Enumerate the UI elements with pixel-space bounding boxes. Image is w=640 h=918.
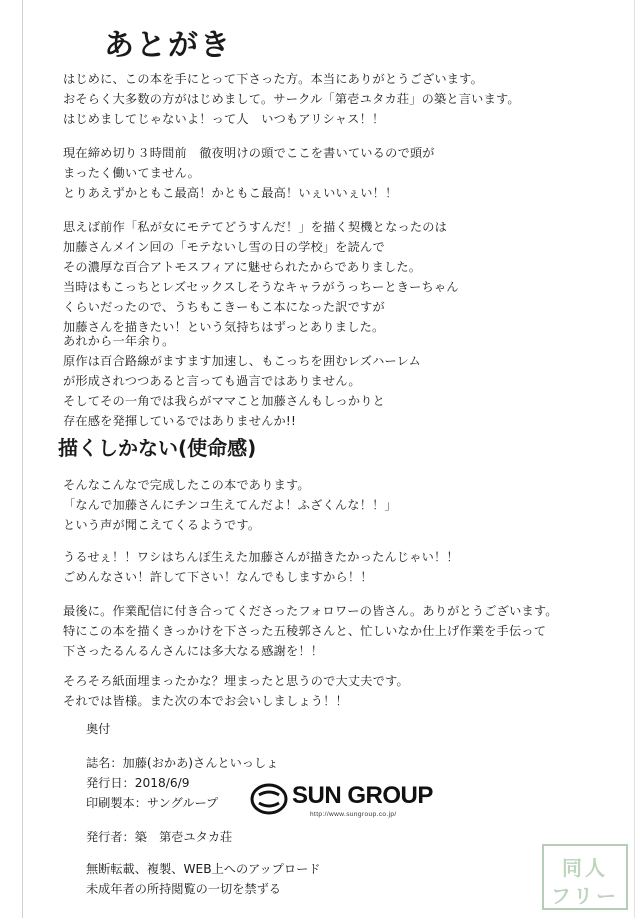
text-line: その濃厚な百合アトモスフィアに魅せられたからでありました。 [63,260,422,274]
logo-name: SUN GROUP [292,782,433,809]
colophon-book-title: 誌名：加藤(おかあ)さんといっしょ [86,756,279,770]
page-title: あとがき [104,28,232,63]
sun-group-logo [250,778,450,824]
text-line: 存在感を発揮しているではありませんか!! [63,414,297,428]
text-line: 特にこの本を描くきっかけを下さった五稜郭さんと、忙しいなか仕上げ作業を手伝って [63,624,547,638]
text-line: 原作は百合路線がますます加速し、もこっちを囲むレズハーレム [63,354,421,368]
text-line: うるせぇ！！ワシはちんぽ生えた加藤さんが描きたかったんじゃい！！ [63,550,459,564]
section-heading: 描くしかない(使命感) [58,436,257,460]
page-edge-left [22,0,23,918]
text-line: 当時はもこっちとレズセックスしそうなキャラがうっちーときーちゃん [63,280,459,294]
sun-logo-icon [250,782,288,816]
text-line: くらいだったので、うちもこきーもこ本になった訳ですが [63,300,385,314]
text-line: 現在締め切り３時間前 徹夜明けの頭でここを書いているので頭が [63,146,435,160]
text-line: それでは皆様。また次の本でお会いしましょう！！ [63,694,348,708]
text-line: という声が聞こえてくるようです。 [63,518,261,532]
doujin-free-stamp [542,844,628,910]
text-line: 最後に。作業配信に付き合ってくださったフォロワーの皆さん。ありがとうございます。 [63,604,558,618]
colophon-publisher: 発行者：築 第壱ユタカ荘 [86,830,233,844]
logo-url: http://www.sungroup.co.jp/ [310,811,397,818]
colophon-label: 奥付 [86,722,111,736]
colophon-notice-line: 未成年者の所持閲覧の一切を禁ずる [86,882,281,896]
text-line: が形成されつつあると言っても過言ではありません。 [63,374,361,388]
stamp-line-bottom: フリー [550,884,620,908]
text-line: はじめましてじゃないよ！って人 いつもアリシャス！！ [63,112,385,126]
colophon-issue-date: 発行日：2018/6/9 [86,776,190,790]
text-line: あれから一年余り。 [63,334,175,348]
colophon-notice-line: 無断転載、複製、WEB上へのアップロード [86,862,321,876]
text-line: 加藤さんを描きたい！という気持ちはずっとありました。 [63,320,385,334]
text-line: まったく働いてません。 [63,166,200,180]
text-line: ごめんなさい！許して下さい！なんでもしますから！！ [63,570,373,584]
stamp-line-top: 同人 [562,856,608,880]
page-edge-right [634,0,635,918]
text-line: そろそろ紙面埋まったかな？埋まったと思うので大丈夫です。 [63,674,409,688]
text-line: そしてその一角では我らがママこと加藤さんもしっかりと [63,394,386,408]
text-line: 加藤さんメイン回の「モテないし雪の日の学校」を読んで [63,240,385,254]
text-line: 思えば前作「私が女にモテてどうすんだ！」を描く契機となったのは [63,220,448,234]
colophon-printer: 印刷製本：サングループ [86,796,219,810]
text-line: 下さったるんるんさんには多大なる感謝を！！ [63,644,324,658]
text-line: そんなこんなで完成したこの本であります。 [63,478,310,492]
text-line: はじめに、この本を手にとって下さった方。本当にありがとうございます。 [63,72,483,86]
text-line: とりあえずかともこ最高！かともこ最高！いぇいいぇい！！ [63,186,398,200]
text-line: 「なんで加藤さんにチンコ生えてんだよ！ふざくんな！！」 [63,498,397,512]
text-line: おそらく大多数の方がはじめまして。サークル「第壱ユタカ荘」の築と言います。 [63,92,520,106]
